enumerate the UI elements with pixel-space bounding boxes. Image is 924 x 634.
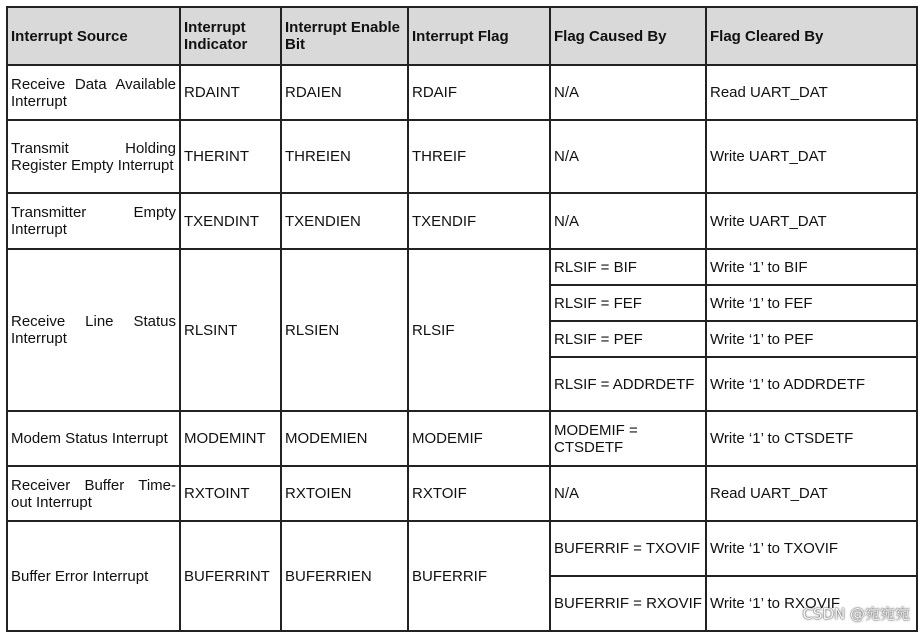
- flag-cleared-by-cell: Write ‘1’ to BIF: [706, 249, 917, 285]
- flag-caused-by-cell: RLSIF = ADDRDETF: [550, 357, 706, 411]
- flag-cleared-by-cell: Write ‘1’ to RXOVIF: [706, 576, 917, 631]
- interrupt-indicator-cell: BUFERRINT: [180, 521, 281, 631]
- interrupt-enable-cell: BUFERRIEN: [281, 521, 408, 631]
- interrupt-indicator-cell: RXTOINT: [180, 466, 281, 521]
- flag-caused-by-cell: N/A: [550, 65, 706, 120]
- interrupt-source-cell: Receive Line Status Interrupt: [7, 249, 180, 411]
- flag-cleared-by-cell: Write ‘1’ to CTSDETF: [706, 411, 917, 466]
- interrupt-enable-cell: RDAIEN: [281, 65, 408, 120]
- interrupt-flag-cell: MODEMIF: [408, 411, 550, 466]
- interrupt-source-cell: Transmit Holding Register Empty Interrupt: [7, 120, 180, 193]
- header-interrupt-flag: Interrupt Flag: [408, 7, 550, 65]
- interrupt-source-cell: Receiver Buffer Time-out Interrupt: [7, 466, 180, 521]
- header-row: [7, 7, 917, 65]
- interrupt-flag-cell: TXENDIF: [408, 193, 550, 249]
- flag-cleared-by-cell: Write UART_DAT: [706, 120, 917, 193]
- flag-caused-by-cell: N/A: [550, 466, 706, 521]
- interrupt-indicator-cell: MODEMINT: [180, 411, 281, 466]
- interrupt-source-cell: Modem Status Interrupt: [7, 411, 180, 466]
- table-row: [7, 65, 917, 120]
- interrupt-enable-cell: THREIEN: [281, 120, 408, 193]
- interrupt-indicator-cell: RLSINT: [180, 249, 281, 411]
- table-row: [7, 249, 917, 285]
- flag-cleared-by-cell: Write ‘1’ to TXOVIF: [706, 521, 917, 576]
- flag-caused-by-cell: N/A: [550, 120, 706, 193]
- interrupt-source-cell: Receive Data Available Interrupt: [7, 65, 180, 120]
- header-interrupt-enable-bit: Interrupt Enable Bit: [281, 7, 408, 65]
- interrupt-source-cell: Buffer Error Interrupt: [7, 521, 180, 631]
- header-flag-cleared-by: Flag Cleared By: [706, 7, 917, 65]
- interrupt-flag-cell: RXTOIF: [408, 466, 550, 521]
- flag-cleared-by-cell: Write ‘1’ to FEF: [706, 285, 917, 321]
- flag-cleared-by-cell: Write ‘1’ to ADDRDETF: [706, 357, 917, 411]
- table-row: [7, 521, 917, 576]
- flag-caused-by-cell: N/A: [550, 193, 706, 249]
- flag-cleared-by-cell: Write UART_DAT: [706, 193, 917, 249]
- header-interrupt-indicator: Interrupt Indicator: [180, 7, 281, 65]
- flag-caused-by-cell: MODEMIF = CTSDETF: [550, 411, 706, 466]
- interrupt-flag-cell: BUFERRIF: [408, 521, 550, 631]
- watermark: CSDN @宛宛宛: [802, 605, 910, 623]
- interrupt-indicator-cell: RDAINT: [180, 65, 281, 120]
- flag-caused-by-cell: BUFERRIF = RXOVIF: [550, 576, 706, 631]
- interrupt-enable-cell: RXTOIEN: [281, 466, 408, 521]
- interrupt-table: [6, 6, 918, 632]
- header-interrupt-source: Interrupt Source: [7, 7, 180, 65]
- flag-cleared-by-cell: Write ‘1’ to PEF: [706, 321, 917, 357]
- flag-cleared-by-cell: Read UART_DAT: [706, 65, 917, 120]
- flag-caused-by-cell: RLSIF = FEF: [550, 285, 706, 321]
- interrupt-flag-cell: RDAIF: [408, 65, 550, 120]
- interrupt-enable-cell: RLSIEN: [281, 249, 408, 411]
- flag-caused-by-cell: BUFERRIF = TXOVIF: [550, 521, 706, 576]
- table-row: [7, 193, 917, 249]
- interrupt-source-cell: Transmitter Empty Interrupt: [7, 193, 180, 249]
- flag-caused-by-cell: RLSIF = PEF: [550, 321, 706, 357]
- table-row: [7, 411, 917, 466]
- header-flag-caused-by: Flag Caused By: [550, 7, 706, 65]
- interrupt-flag-cell: RLSIF: [408, 249, 550, 411]
- table-row: [7, 120, 917, 193]
- interrupt-flag-cell: THREIF: [408, 120, 550, 193]
- flag-caused-by-cell: RLSIF = BIF: [550, 249, 706, 285]
- table-row: [7, 466, 917, 521]
- interrupt-indicator-cell: THERINT: [180, 120, 281, 193]
- flag-cleared-by-cell: Read UART_DAT: [706, 466, 917, 521]
- interrupt-enable-cell: TXENDIEN: [281, 193, 408, 249]
- interrupt-enable-cell: MODEMIEN: [281, 411, 408, 466]
- interrupt-indicator-cell: TXENDINT: [180, 193, 281, 249]
